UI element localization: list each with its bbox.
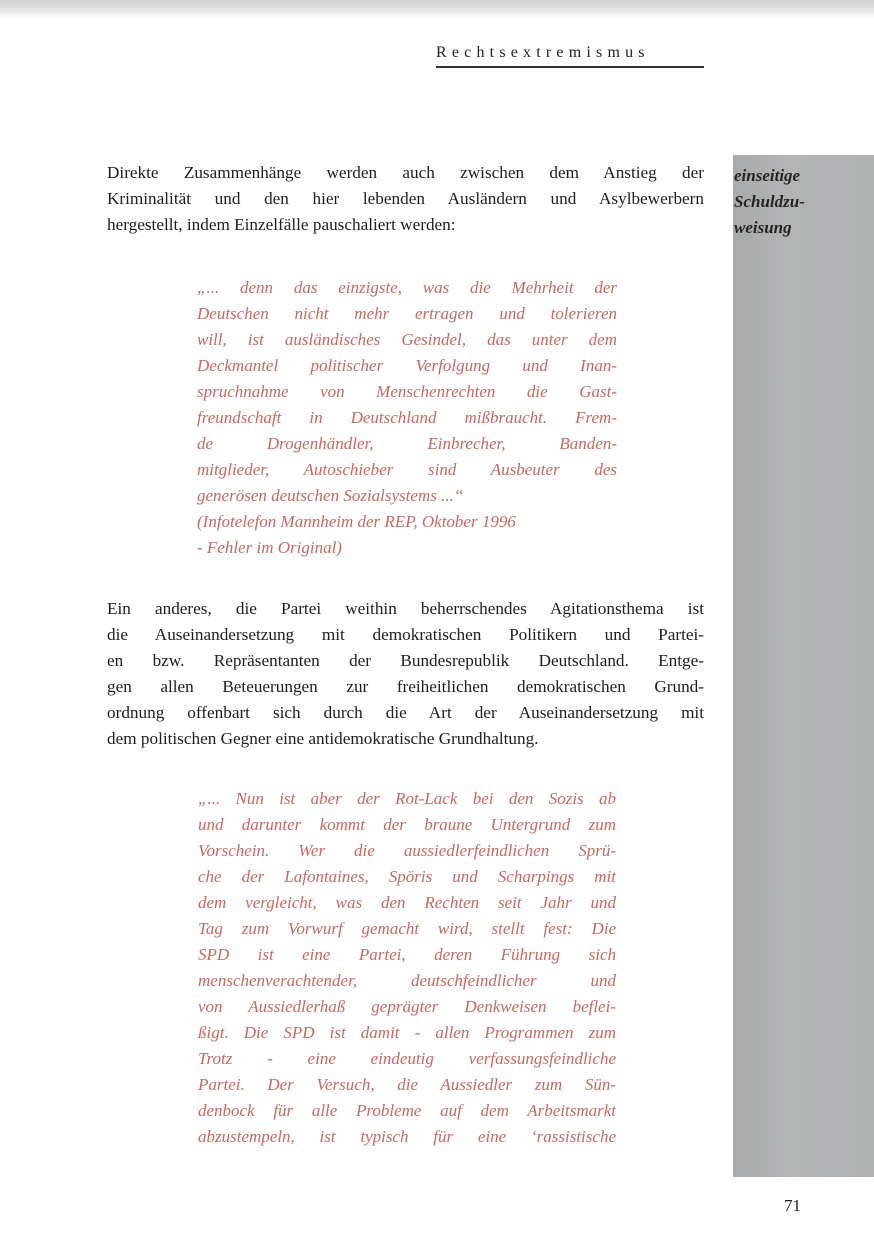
margin-note-line: Schuldzu-	[734, 192, 805, 211]
quote-1	[197, 275, 617, 561]
quote-line: Trotz - eine eindeutig verfassungsfeindliche	[198, 1049, 616, 1068]
quote-line: denbock für alle Probleme auf dem Arbeitsmarkt	[198, 1101, 616, 1120]
paragraph-line: Direkte Zusammenhänge werden auch zwischen dem Anstieg der	[107, 163, 704, 182]
paragraph-2	[107, 596, 704, 752]
paragraph-line: gen allen Beteuerungen zur freiheitlichen demokratischen Grund-	[107, 677, 704, 696]
quote-line: Tag zum Vorwurf gemacht wird, stellt fest: Die	[198, 919, 616, 938]
paragraph-line: Ein anderes, die Partei weithin beherrschendes Agitationsthema ist	[107, 599, 704, 618]
running-header: Rechtsextremismus	[436, 44, 650, 61]
paragraph-line: die Auseinandersetzung mit demokratischen Politikern und Partei-	[107, 625, 704, 644]
paragraph-line: dem politischen Gegner eine antidemokratische Grundhaltung.	[107, 729, 539, 748]
quote-line: und darunter kommt der braune Untergrund zum	[198, 815, 616, 834]
paragraph-line: Kriminalität und den hier lebenden Ausländern und Asylbewerbern	[107, 189, 704, 208]
margin-note-line: einseitige	[734, 166, 801, 185]
quote-line: ßigt. Die SPD ist damit - allen Programmen zum	[198, 1023, 616, 1042]
quote-line: dem vergleicht, was den Rechten seit Jahr und	[198, 893, 616, 912]
quote-line: Vorschein. Wer die aussiedlerfeindlichen Sprü-	[198, 841, 616, 860]
paragraph-line: hergestellt, indem Einzelfälle pauschaliert werden:	[107, 215, 456, 234]
quote-line: spruchnahme von Menschenrechten die Gast-	[197, 382, 617, 401]
margin-note	[734, 163, 864, 241]
quote-line: freundschaft in Deutschland mißbraucht. Frem-	[197, 408, 617, 427]
quote-line: - Fehler im Original)	[197, 538, 342, 557]
quote-line: SPD ist eine Partei, deren Führung sich	[198, 945, 616, 964]
quote-line: Deckmantel politischer Verfolgung und Inan-	[197, 356, 617, 375]
quote-line: (Infotelefon Mannheim der REP, Oktober 1996	[197, 512, 516, 531]
quote-line: Deutschen nicht mehr ertragen und tolerieren	[197, 304, 617, 323]
quote-2	[198, 786, 616, 1150]
paragraph-1	[107, 160, 704, 238]
margin-note-line: weisung	[734, 218, 792, 237]
paragraph-line: en bzw. Repräsentanten der Bundesrepublik Deutschland. Entge-	[107, 651, 704, 670]
quote-line: will, ist ausländisches Gesindel, das unter dem	[197, 330, 617, 349]
quote-line: Partei. Der Versuch, die Aussiedler zum Sün-	[198, 1075, 616, 1094]
quote-line: „... Nun ist aber der Rot-Lack bei den Sozis ab	[198, 789, 616, 808]
quote-line: de Drogenhändler, Einbrecher, Banden-	[197, 434, 617, 453]
quote-line: mitglieder, Autoschieber sind Ausbeuter des	[197, 460, 617, 479]
margin-sidebar	[733, 155, 874, 1177]
quote-line: generösen deutschen Sozialsystems ...“	[197, 486, 464, 505]
page-number: 71	[784, 1196, 801, 1215]
quote-line: che der Lafontaines, Spöris und Scharpings mit	[198, 867, 616, 886]
quote-line: abzustempeln, ist typisch für eine ‘rassistische	[198, 1127, 616, 1146]
scan-top-band	[0, 0, 874, 18]
quote-line: von Aussiedlerhaß geprägter Denkweisen beflei-	[198, 997, 616, 1016]
paragraph-line: ordnung offenbart sich durch die Art der Auseinandersetzung mit	[107, 703, 704, 722]
header-rule	[436, 66, 704, 68]
quote-line: menschenverachtender, deutschfeindlicher und	[198, 971, 616, 990]
quote-line: „... denn das einzigste, was die Mehrheit der	[197, 278, 617, 297]
